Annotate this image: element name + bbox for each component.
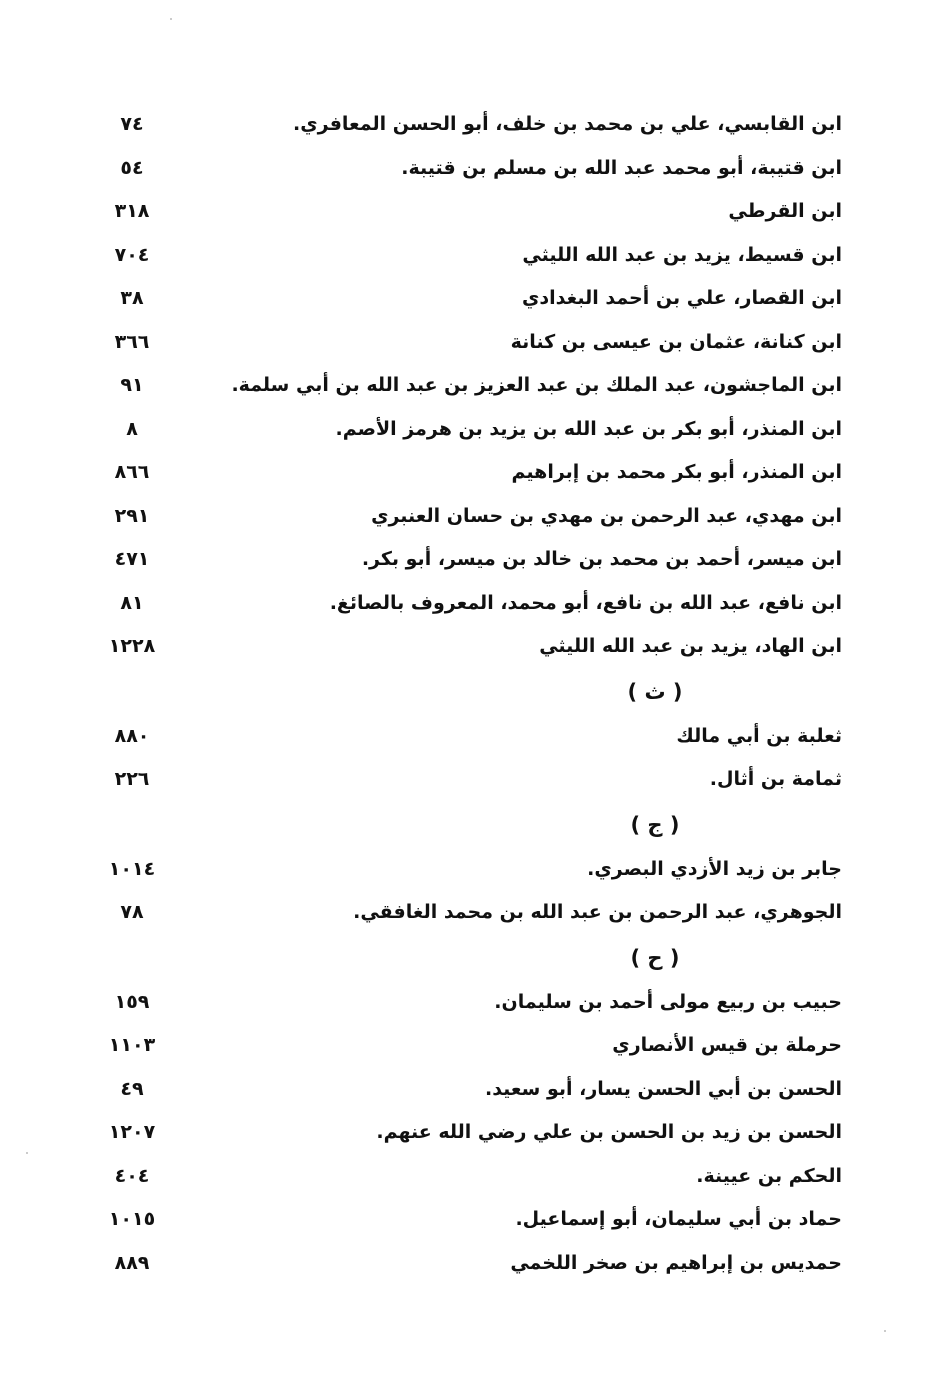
entry-name: حمديس بن إبراهيم بن صخر اللخمي bbox=[510, 1251, 842, 1274]
entry-page-number: ٣٨ bbox=[120, 287, 144, 309]
index-entry bbox=[60, 1112, 860, 1156]
entry-page-number: ٣١٨ bbox=[114, 200, 150, 222]
entry-page-number: ١٥٩ bbox=[114, 990, 150, 1013]
section-letter: ( ح ) bbox=[630, 945, 680, 970]
index-entry bbox=[60, 1025, 860, 1069]
entry-name: حبيب بن ربيع مولى أحمد بن سليمان. bbox=[494, 990, 842, 1013]
entry-page-number: ٧٠٤ bbox=[114, 243, 150, 266]
entry-name: ابن ميسر، أحمد بن محمد بن خالد بن ميسر، أبو بكر. bbox=[361, 548, 842, 570]
section-header bbox=[60, 670, 860, 716]
entry-page-number: ٢٢٦ bbox=[114, 768, 150, 790]
index-entry bbox=[60, 365, 860, 409]
entry-name: ثمامة بن أثال. bbox=[709, 768, 842, 790]
entry-page-number: ٣٦٦ bbox=[114, 330, 150, 353]
entry-page-number: ١١٠٣ bbox=[108, 1034, 156, 1056]
entry-page-number: ٤٠٤ bbox=[114, 1164, 150, 1187]
index-entry bbox=[60, 452, 860, 496]
index-entry bbox=[60, 148, 860, 192]
entry-page-number: ٨٦٦ bbox=[114, 461, 150, 483]
entry-page-number: ٩١ bbox=[120, 374, 144, 396]
entry-name: ثعلبة بن أبي مالك bbox=[676, 724, 842, 747]
index-entry bbox=[60, 716, 860, 760]
entry-name: ابن القرطي bbox=[728, 200, 842, 222]
index-entry bbox=[60, 191, 860, 235]
entry-name: الحكم بن عيينة. bbox=[696, 1164, 842, 1187]
entry-page-number: ١٢٠٧ bbox=[108, 1121, 156, 1143]
section-letter: ( ث ) bbox=[627, 679, 683, 704]
entry-page-number: ٥٤ bbox=[120, 156, 144, 179]
entry-name: ابن المنذر، أبو بكر بن عبد الله بن يزيد بن هرمز الأصم. bbox=[335, 417, 842, 440]
section-header bbox=[60, 936, 860, 982]
entry-name: ابن الهاد، يزيد بن عبد الله الليثي bbox=[539, 635, 842, 657]
index-entry bbox=[60, 583, 860, 627]
section-letter: ( ج ) bbox=[630, 812, 680, 837]
entry-name: الحسن بن أبي الحسن يسار، أبو سعيد. bbox=[484, 1077, 842, 1100]
index-entry bbox=[60, 278, 860, 322]
entry-name: ابن القابسي، علي بن محمد بن خلف، أبو الحسن المعافري. bbox=[293, 113, 842, 135]
index-entry bbox=[60, 322, 860, 366]
index-entry bbox=[60, 409, 860, 453]
index-entry bbox=[60, 496, 860, 540]
entry-page-number: ٨١ bbox=[120, 591, 144, 614]
entry-page-number: ٢٩١ bbox=[114, 504, 150, 527]
scan-speck bbox=[26, 1152, 28, 1154]
index-entry bbox=[60, 104, 860, 148]
entry-page-number: ٨٨٩ bbox=[114, 1251, 150, 1274]
entry-name: ابن قسيط، يزيد بن عبد الله الليثي bbox=[522, 243, 842, 266]
scan-speck bbox=[884, 1330, 886, 1332]
entry-page-number: ١٢٢٨ bbox=[108, 635, 156, 657]
index-entry bbox=[60, 849, 860, 893]
entry-name: ابن القصار، علي بن أحمد البغدادي bbox=[521, 287, 842, 309]
entry-page-number: ٨٨٠ bbox=[114, 724, 150, 747]
entry-page-number: ٧٨ bbox=[120, 901, 144, 923]
entry-name: ابن مهدي، عبد الرحمن بن مهدي بن حسان العنبري bbox=[371, 504, 842, 527]
entry-name: حماد بن أبي سليمان، أبو إسماعيل. bbox=[515, 1208, 842, 1230]
index-entry bbox=[60, 759, 860, 803]
entry-name: الجوهري، عبد الرحمن بن عبد الله بن محمد الغافقي. bbox=[353, 901, 842, 923]
entry-page-number: ٤٧١ bbox=[114, 548, 150, 570]
index-entry bbox=[60, 1156, 860, 1200]
entry-name: ابن كنانة، عثمان بن عيسى بن كنانة bbox=[510, 330, 842, 353]
index-entry bbox=[60, 1243, 860, 1287]
index-entry bbox=[60, 539, 860, 583]
entry-name: ابن قتيبة، أبو محمد عبد الله بن مسلم بن قتيبة. bbox=[401, 156, 842, 179]
index-entry bbox=[60, 235, 860, 279]
entry-name: ابن الماجشون، عبد الملك بن عبد العزيز بن عبد الله بن أبي سلمة. bbox=[231, 374, 842, 396]
entry-page-number: ١٠١٥ bbox=[108, 1208, 156, 1230]
index-list bbox=[60, 104, 860, 1286]
entry-page-number: ١٠١٤ bbox=[108, 857, 156, 880]
entry-page-number: ٧٤ bbox=[120, 113, 144, 135]
entry-name: الحسن بن زيد بن الحسن بن علي رضي الله عنهم. bbox=[376, 1121, 842, 1143]
index-entry bbox=[60, 626, 860, 670]
index-entry bbox=[60, 1199, 860, 1243]
index-entry bbox=[60, 892, 860, 936]
entry-name: ابن نافع، عبد الله بن نافع، أبو محمد، المعروف بالصائغ. bbox=[329, 591, 842, 614]
index-entry bbox=[60, 982, 860, 1026]
index-entry bbox=[60, 1069, 860, 1113]
entry-name: حرملة بن قيس الأنصاري bbox=[612, 1034, 842, 1056]
section-header bbox=[60, 803, 860, 849]
entry-page-number: ٨ bbox=[126, 417, 138, 440]
entry-name: ابن المنذر، أبو بكر محمد بن إبراهيم bbox=[511, 461, 842, 483]
scan-speck bbox=[170, 18, 172, 20]
entry-page-number: ٤٩ bbox=[120, 1077, 144, 1100]
entry-name: جابر بن زيد الأزدي البصري. bbox=[587, 857, 842, 880]
